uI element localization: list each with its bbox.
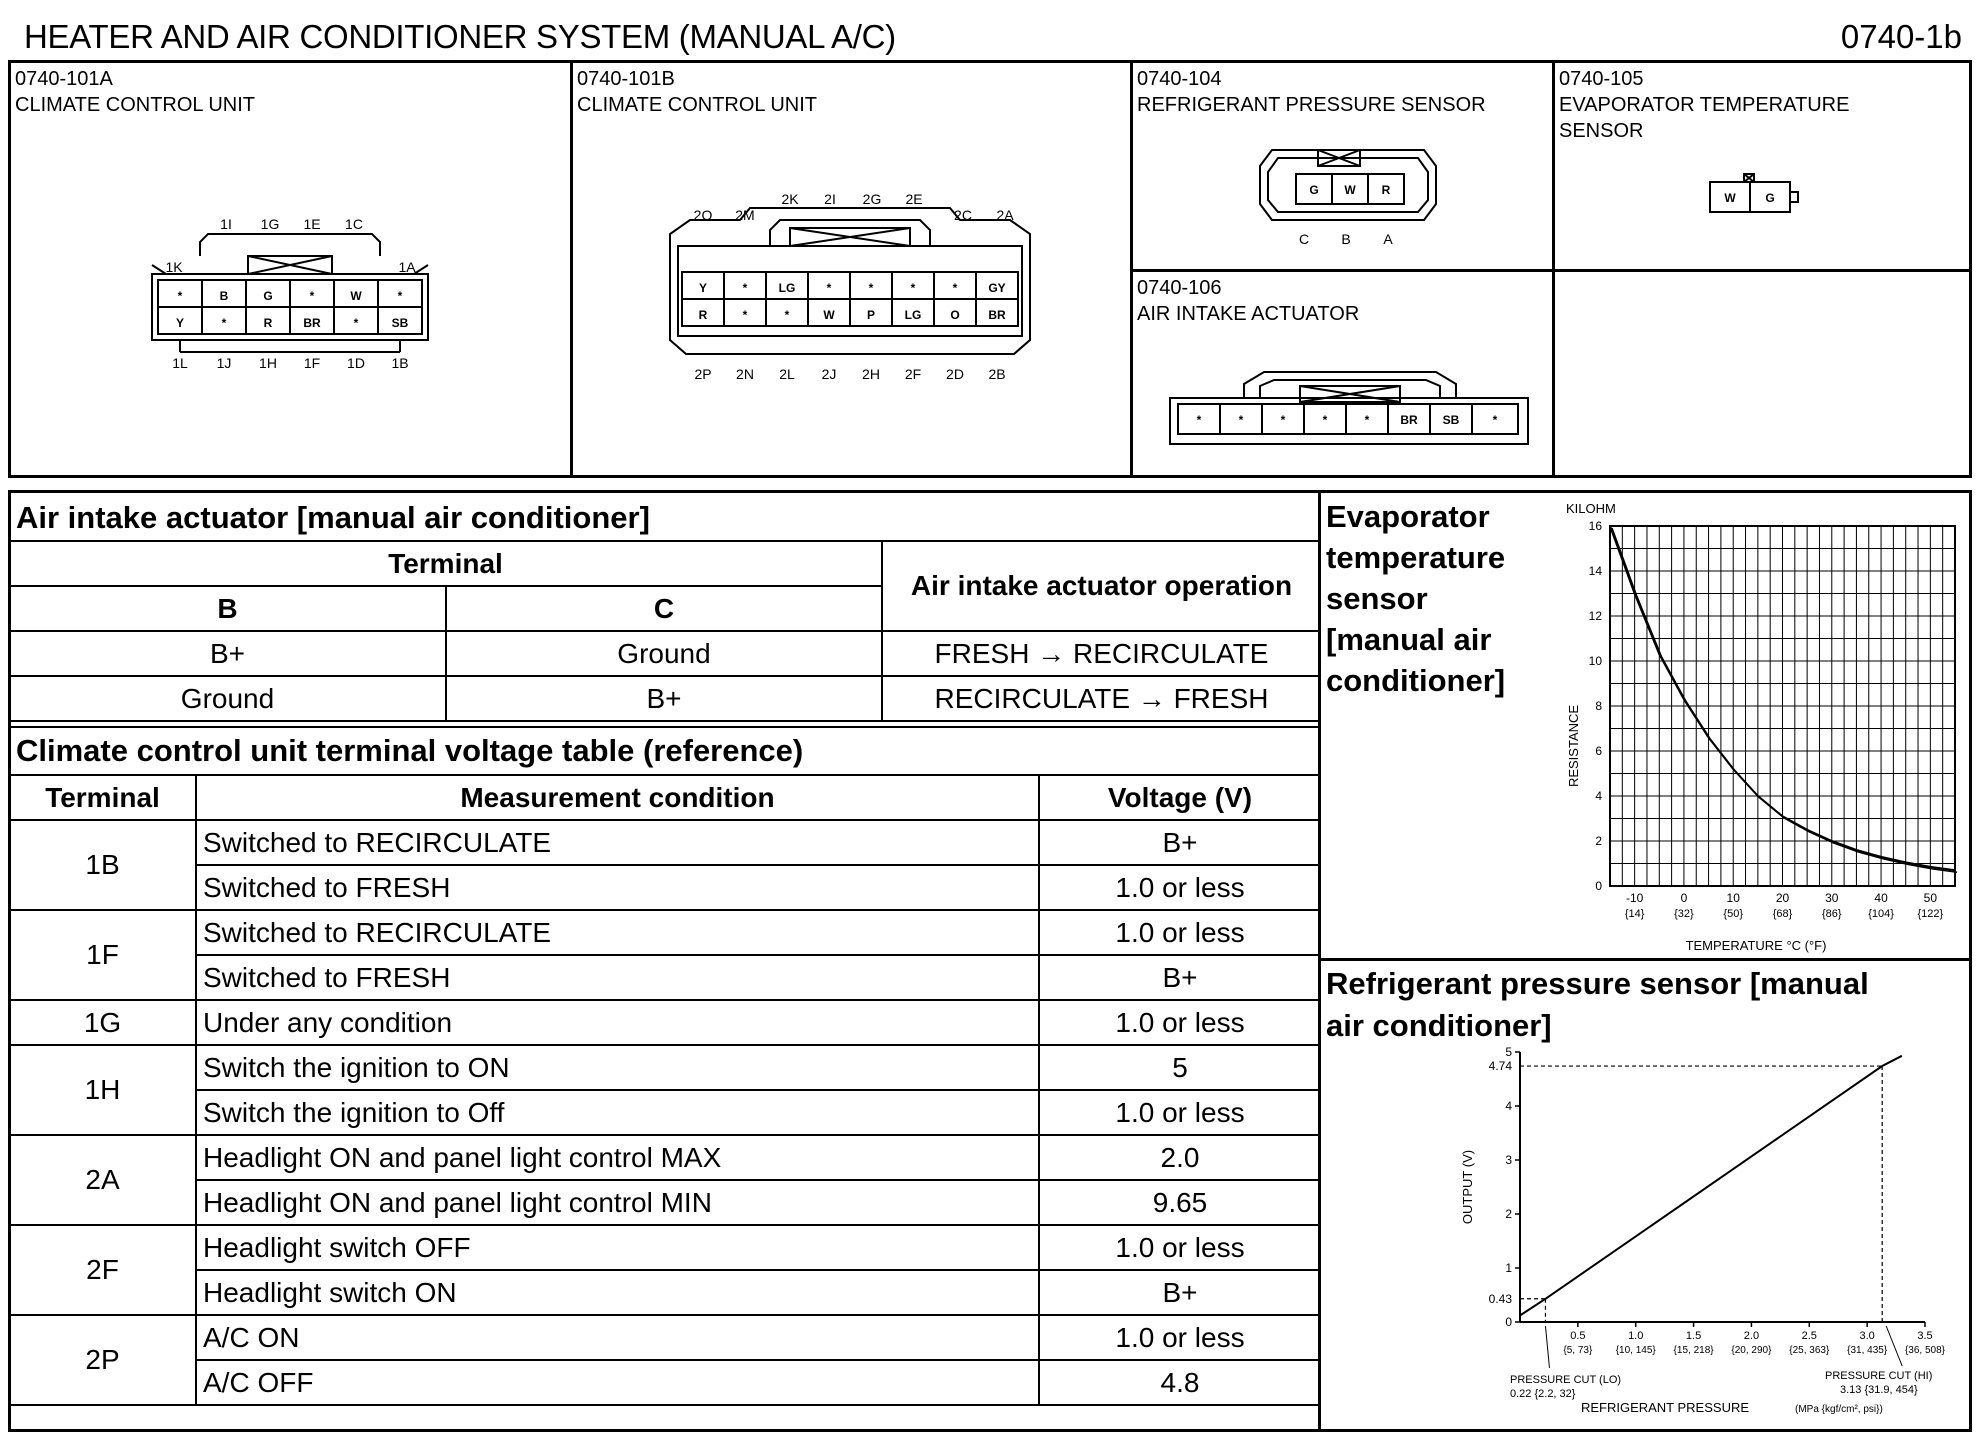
106-pin-0: * (1196, 413, 1202, 427)
evap-title-l2: temperature (1326, 540, 1506, 575)
air-intake-r1-b: B+ (10, 631, 446, 676)
condition-cell: Under any condition (196, 1000, 1039, 1045)
101a-bottom-0: 1L (172, 355, 188, 371)
101b-pin-r1-1: * (742, 281, 748, 295)
pressure-x-tick: 3.0 (1859, 1330, 1875, 1342)
101b-pin-r2-2: * (784, 308, 790, 322)
101a-pin-r1-3: * (309, 289, 315, 303)
table-row (10, 1270, 1320, 1315)
pressure-lo-label-2: 0.22 {2.2, 32} (1510, 1388, 1576, 1400)
evap-x-tick: 10 (1726, 891, 1740, 905)
pressure-x-tick: 3.5 (1917, 1330, 1933, 1342)
table-row (10, 1045, 1320, 1090)
condition-cell: Switched to FRESH (196, 955, 1039, 1000)
101b-top-b-1: 2M (735, 207, 755, 223)
pressure-lo-label-1: PRESSURE CUT (LO) (1510, 1374, 1622, 1386)
101a-pin-r1-4: W (350, 289, 362, 303)
pressure-x-tick: 2.0 (1743, 1330, 1760, 1342)
104-bottom-2: A (1383, 231, 1393, 247)
table-row (10, 865, 1320, 910)
connector-106-id: 0740-106 (1137, 277, 1222, 299)
air-intake-r2-c: B+ (446, 676, 882, 721)
pressure-hi-pointer (1886, 1326, 1902, 1366)
104-pin-1: W (1344, 183, 1356, 197)
101b-pin-r1-6: * (952, 281, 958, 295)
voltage-header-voltage: Voltage (V) (1039, 775, 1320, 820)
106-pin-1: * (1238, 413, 1244, 427)
101a-pin-r1-2: G (263, 289, 273, 303)
voltage-cell: 2.0 (1039, 1135, 1320, 1180)
pressure-y-tick: 5 (1505, 1045, 1512, 1059)
condition-cell: Switched to RECIRCULATE (196, 910, 1039, 955)
evap-x-tick-f: {86} (1821, 908, 1842, 920)
104-bottom-0: C (1298, 231, 1310, 247)
connector-106-name: AIR INTAKE ACTUATOR (1137, 303, 1360, 325)
table-row (10, 955, 1320, 1000)
voltage-cell: B+ (1039, 1270, 1320, 1315)
101b-top-a-3: 2E (905, 191, 923, 207)
terminal-cell: 1H (10, 1045, 196, 1135)
voltage-cell: 1.0 or less (1039, 865, 1320, 910)
pressure-y-mark-hi: 4.74 (1488, 1059, 1512, 1074)
connector-101b-id: 0740-101B (577, 68, 675, 90)
pressure-hi-label-1: PRESSURE CUT (HI) (1825, 1370, 1933, 1382)
101a-pin-r2-5: SB (391, 316, 409, 330)
table-row (10, 1180, 1320, 1225)
terminal-cell: 2A (10, 1135, 196, 1225)
evap-title-l3: sensor (1326, 581, 1428, 616)
101b-pin-r1-0: Y (698, 281, 708, 295)
connector-101a-name: CLIMATE CONTROL UNIT (15, 94, 256, 116)
evap-x-tick-f: {14} (1624, 908, 1645, 920)
connector-101b-name: CLIMATE CONTROL UNIT (577, 94, 818, 116)
pressure-x-sub: {31, 435} (1847, 1345, 1888, 1356)
pressure-x-sub: {36, 508} (1904, 1345, 1946, 1356)
condition-cell: Headlight switch ON (196, 1270, 1039, 1315)
106-pin-7: * (1492, 413, 1498, 427)
condition-cell: Headlight ON and panel light control MAX (196, 1135, 1039, 1180)
101a-top-2: 1E (303, 216, 321, 232)
101a-side-left: 1K (165, 259, 183, 275)
106-pin-2: * (1280, 413, 1286, 427)
101b-pin-r2-0: R (698, 308, 708, 322)
connector-104-name: REFRIGERANT PRESSURE SENSOR (1137, 94, 1486, 116)
pressure-y-tick: 3 (1505, 1153, 1512, 1167)
101b-bottom-5: 2F (904, 366, 922, 382)
pressure-chart (1440, 1042, 1970, 1430)
pressure-x-tick: 1.5 (1685, 1330, 1702, 1342)
voltage-cell: 1.0 or less (1039, 1000, 1320, 1045)
evap-y-tick: 2 (1595, 834, 1602, 848)
101a-bottom-4: 1D (347, 355, 365, 371)
voltage-cell: B+ (1039, 820, 1320, 865)
101b-top-a-2: 2G (862, 191, 882, 207)
101b-pin-r1-7: GY (988, 281, 1006, 295)
101a-pin-r1-1: B (219, 289, 229, 303)
voltage-header-condition: Measurement condition (196, 775, 1039, 820)
evap-x-tick: 0 (1680, 891, 1688, 905)
terminal-cell: 1G (10, 1000, 196, 1045)
101b-bottom-3: 2J (821, 366, 837, 382)
air-intake-table (10, 540, 1320, 722)
air-intake-r1-op: FRESH → RECIRCULATE (882, 631, 1320, 676)
page-code: 0740-1b (1840, 18, 1962, 55)
101b-pin-r2-6: O (950, 308, 960, 322)
connector-106-diagram (1164, 362, 1534, 452)
101b-pin-r1-4: * (868, 281, 874, 295)
101b-pin-r2-1: * (742, 308, 748, 322)
voltage-cell: 1.0 or less (1039, 1315, 1320, 1360)
evap-chart (1550, 496, 1968, 956)
101a-top-3: 1C (345, 216, 363, 232)
101b-top-b-3: 2A (996, 207, 1014, 223)
101b-top-a-0: 2K (781, 191, 799, 207)
condition-cell: A/C ON (196, 1315, 1039, 1360)
evap-unit-label: KILOHM (1566, 501, 1616, 516)
table-row (10, 1315, 1320, 1360)
101b-top-b-2: 2C (954, 207, 972, 223)
pressure-x-sub: {15, 218} (1673, 1345, 1714, 1356)
101a-pin-r2-2: R (263, 316, 273, 330)
pressure-x-tick: 2.5 (1801, 1330, 1817, 1342)
voltage-cell: 1.0 or less (1039, 1090, 1320, 1135)
101b-bottom-6: 2D (946, 366, 964, 382)
voltage-cell: 5 (1039, 1045, 1320, 1090)
terminal-cell: 1F (10, 910, 196, 1000)
101b-pin-r1-5: * (910, 281, 916, 295)
air-intake-r2-b: Ground (10, 676, 446, 721)
106-pin-3: * (1322, 413, 1328, 427)
101b-bottom-0: 2P (694, 366, 712, 382)
condition-cell: Headlight switch OFF (196, 1225, 1039, 1270)
104-pin-0: G (1309, 183, 1319, 197)
101a-pin-r2-3: BR (303, 316, 321, 330)
connector-104-id: 0740-104 (1137, 68, 1222, 90)
101b-top-b-0: 2O (693, 207, 713, 223)
condition-cell: Switched to FRESH (196, 865, 1039, 910)
condition-cell: Switched to RECIRCULATE (196, 820, 1039, 865)
connector-105-diagram (1700, 168, 1820, 228)
pressure-line (1520, 1056, 1902, 1316)
106-pin-4: * (1364, 413, 1370, 427)
voltage-cell: B+ (1039, 955, 1320, 1000)
101a-pin-r2-4: * (353, 316, 359, 330)
pressure-x-tick: 1.0 (1628, 1330, 1644, 1342)
voltage-table (10, 774, 1320, 1406)
104-pin-2: R (1381, 183, 1391, 197)
terminal-cell: 2F (10, 1225, 196, 1315)
evap-y-tick: 10 (1588, 654, 1602, 668)
condition-cell: Headlight ON and panel light control MIN (196, 1180, 1039, 1225)
101a-top-1: 1G (260, 216, 280, 232)
evap-y-tick: 0 (1595, 879, 1602, 893)
101a-pin-r1-0: * (177, 289, 183, 303)
table-row (10, 631, 1320, 676)
connector-101b-diagram (660, 190, 1040, 390)
101a-top-0: 1I (220, 216, 232, 232)
pressure-chart-title-1: Refrigerant pressure sensor [manual (1326, 966, 1869, 1001)
pressure-x-tick: 0.5 (1570, 1330, 1586, 1342)
air-intake-terminal-header: Terminal (10, 541, 882, 586)
connector-105-name: EVAPORATOR TEMPERATURE (1559, 94, 1850, 116)
pressure-hi-label-2: 3.13 {31.9, 454} (1840, 1384, 1918, 1396)
104-bottom-1: B (1341, 231, 1351, 247)
106-pin-5: BR (1400, 413, 1418, 427)
evap-x-tick-f: {122} (1917, 908, 1944, 920)
pressure-x-sub: {10, 145} (1615, 1345, 1656, 1356)
terminal-cell: 1B (10, 820, 196, 910)
page-title: HEATER AND AIR CONDITIONER SYSTEM (MANUAL A/C) (24, 18, 896, 55)
101b-bottom-1: 2N (736, 366, 754, 382)
pressure-x-sub: {20, 290} (1731, 1345, 1772, 1356)
connector-101a-id: 0740-101A (15, 68, 113, 90)
101a-pin-r1-5: * (397, 289, 403, 303)
101a-bottom-3: 1F (303, 355, 321, 371)
pressure-ylabel: OUTPUT (V) (1460, 1149, 1475, 1225)
pressure-y-tick: 2 (1505, 1207, 1512, 1221)
evap-y-tick: 12 (1588, 609, 1602, 623)
pressure-y-tick: 4 (1505, 1099, 1512, 1113)
pressure-y-tick: 1 (1505, 1261, 1512, 1275)
table-row (10, 1135, 1320, 1180)
condition-cell: Switch the ignition to ON (196, 1045, 1039, 1090)
101b-pin-r1-2: LG (778, 281, 796, 295)
terminal-cell: 2P (10, 1315, 196, 1405)
evap-x-tick: 20 (1775, 891, 1790, 905)
table-row (10, 910, 1320, 955)
101b-bottom-4: 2H (862, 366, 880, 382)
air-intake-title: Air intake actuator [manual air conditioner] (16, 500, 650, 535)
pressure-x-sub: {5, 73} (1563, 1345, 1593, 1356)
105-pin-1: G (1765, 191, 1775, 205)
101a-side-right: 1A (398, 259, 416, 275)
table-row (10, 676, 1320, 721)
evap-y-tick: 8 (1595, 699, 1602, 713)
connector-104-diagram (1248, 140, 1448, 260)
table-row (10, 1360, 1320, 1405)
connector-101a-diagram (140, 210, 440, 380)
101b-pin-r2-3: W (823, 308, 835, 322)
evap-title-l5: conditioner] (1326, 663, 1506, 698)
101a-bottom-1: 1J (216, 355, 232, 371)
evap-x-tick-f: {104} (1868, 908, 1894, 920)
evap-x-tick-f: {68} (1772, 908, 1793, 920)
101b-bottom-2: 2L (779, 366, 795, 382)
air-intake-r2-op: RECIRCULATE → FRESH (882, 676, 1320, 721)
voltage-table-title: Climate control unit terminal voltage table (reference) (16, 733, 804, 768)
101a-pin-r2-1: * (221, 316, 227, 330)
pressure-xlabel-unit: (MPa {kgf/cm², psi}) (1795, 1404, 1883, 1415)
condition-cell: Switch the ignition to Off (196, 1090, 1039, 1135)
condition-cell: A/C OFF (196, 1360, 1039, 1405)
table-row (10, 1090, 1320, 1135)
evap-xlabel: TEMPERATURE °C (°F) (1685, 938, 1827, 953)
evap-x-tick-f: {50} (1723, 908, 1744, 920)
evap-y-tick: 16 (1588, 519, 1602, 533)
pressure-y-tick: 0 (1505, 1315, 1512, 1329)
101a-bottom-2: 1H (259, 355, 277, 371)
evap-x-tick: -10 (1625, 891, 1644, 905)
connector-105-id: 0740-105 (1559, 68, 1644, 90)
evap-y-tick: 4 (1595, 789, 1602, 803)
connector-105-name-2: SENSOR (1559, 120, 1644, 142)
101b-pin-r1-3: * (826, 281, 832, 295)
air-intake-r1-c: Ground (446, 631, 882, 676)
air-intake-col-c: C (446, 586, 882, 631)
voltage-cell: 4.8 (1039, 1360, 1320, 1405)
pressure-lo-pointer (1545, 1326, 1549, 1368)
101b-pin-r2-7: BR (988, 308, 1006, 322)
table-row (10, 1225, 1320, 1270)
pressure-xlabel: REFRIGERANT PRESSURE (1580, 1400, 1750, 1415)
101b-pin-r2-4: P (866, 308, 876, 322)
evap-x-tick: 50 (1923, 891, 1938, 905)
pressure-x-sub: {25, 363} (1789, 1345, 1830, 1356)
105-pin-0: W (1724, 191, 1736, 205)
evap-x-tick: 30 (1825, 891, 1839, 905)
101a-bottom-5: 1B (391, 355, 409, 371)
evap-y-tick: 6 (1595, 744, 1602, 758)
voltage-cell: 1.0 or less (1039, 910, 1320, 955)
pressure-y-mark-lo: 0.43 (1488, 1291, 1512, 1306)
table-row (10, 1000, 1320, 1045)
air-intake-col-b: B (10, 586, 446, 631)
table-row (10, 820, 1320, 865)
voltage-cell: 1.0 or less (1039, 1225, 1320, 1270)
evap-title-l4: [manual air (1326, 622, 1492, 657)
101b-bottom-7: 2B (988, 366, 1006, 382)
voltage-cell: 9.65 (1039, 1180, 1320, 1225)
pressure-chart-title-2: air conditioner] (1326, 1008, 1552, 1043)
evap-title-l1: Evaporator (1326, 499, 1490, 534)
101b-pin-r2-5: LG (904, 308, 922, 322)
101a-pin-r2-0: Y (175, 316, 185, 330)
evap-y-tick: 14 (1588, 564, 1602, 578)
evap-ylabel: RESISTANCE (1566, 704, 1581, 788)
voltage-header-terminal: Terminal (10, 775, 196, 820)
106-pin-6: SB (1442, 413, 1460, 427)
evap-x-tick-f: {32} (1674, 908, 1694, 920)
air-intake-op-header: Air intake actuator operation (882, 541, 1320, 631)
evap-x-tick: 40 (1874, 891, 1888, 905)
101b-top-a-1: 2I (824, 191, 836, 207)
evap-chart-title (1326, 496, 1505, 701)
